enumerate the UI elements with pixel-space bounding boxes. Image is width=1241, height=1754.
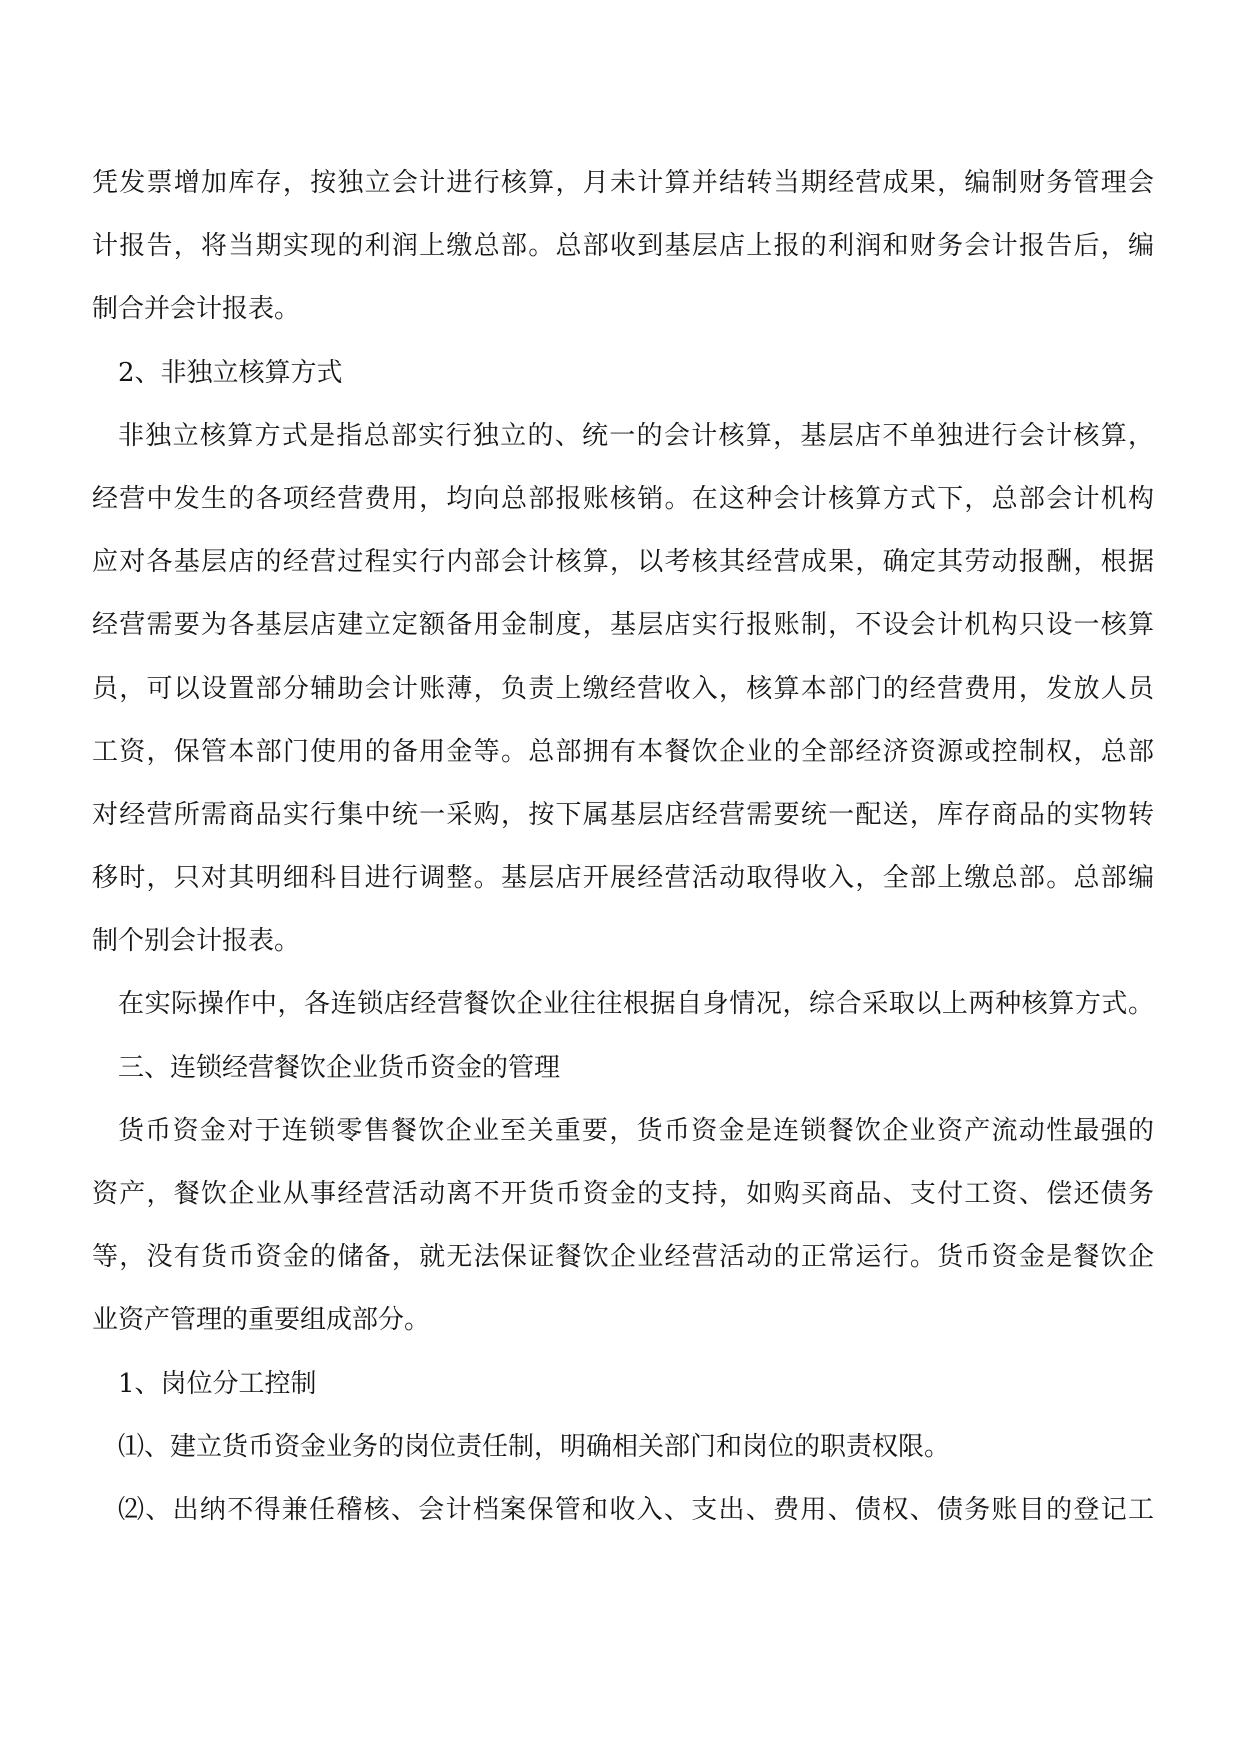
text-line: 1、岗位分工控制 bbox=[118, 1368, 317, 1399]
text-line: 2、非独立核算方式 bbox=[118, 357, 343, 388]
text-line: 非独立核算方式是指总部实行独立的、统一的会计核算，基层店不单独进行会计核算， bbox=[118, 420, 1154, 451]
text-line: 货币资金对于连锁零售餐饮企业至关重要，货币资金是连锁餐饮企业资产流动性最强的 bbox=[118, 1115, 1154, 1146]
text-line: 经营需要为各基层店建立定额备用金制度，基层店实行报账制，不设会计机构只设一核算 bbox=[92, 610, 1154, 641]
text-line: 业资产管理的重要组成部分。 bbox=[92, 1305, 431, 1336]
text-line: 对经营所需商品实行集中统一采购，按下属基层店经营需要统一配送，库存商品的实物转 bbox=[92, 799, 1154, 830]
text-line: 制合并会计报表。 bbox=[92, 294, 301, 325]
text-line: 三、连锁经营餐饮企业货币资金的管理 bbox=[118, 1052, 561, 1083]
text-line: 工资，保管本部门使用的备用金等。总部拥有本餐饮企业的全部经济资源或控制权，总部 bbox=[92, 736, 1154, 767]
text-line: ⑴、建立货币资金业务的岗位责任制，明确相关部门和岗位的职责权限。 bbox=[118, 1431, 951, 1462]
text-line: 计报告，将当期实现的利润上缴总部。总部收到基层店上报的利润和财务会计报告后，编 bbox=[92, 231, 1154, 262]
text-line: ⑵、出纳不得兼任稽核、会计档案保管和收入、支出、费用、债权、债务账目的登记工 bbox=[118, 1494, 1154, 1525]
text-line: 等，没有货币资金的储备，就无法保证餐饮企业经营活动的正常运行。货币资金是餐饮企 bbox=[92, 1242, 1154, 1273]
text-line: 制个别会计报表。 bbox=[92, 926, 301, 957]
text-line: 应对各基层店的经营过程实行内部会计核算，以考核其经营成果，确定其劳动报酬，根据 bbox=[92, 547, 1154, 578]
text-line: 凭发票增加库存，按独立会计进行核算，月未计算并结转当期经营成果，编制财务管理会 bbox=[92, 168, 1154, 198]
text-line: 经营中发生的各项经营费用，均向总部报账核销。在这种会计核算方式下，总部会计机构 bbox=[92, 483, 1154, 514]
text-line: 员，可以设置部分辅助会计账薄，负责上缴经营收入，核算本部门的经营费用，发放人员 bbox=[92, 673, 1154, 704]
text-line: 移时，只对其明细科目进行调整。基层店开展经营活动取得收入，全部上缴总部。总部编 bbox=[92, 863, 1154, 894]
text-line: 在实际操作中，各连锁店经营餐饮企业往往根据自身情况，综合采取以上两种核算方式。 bbox=[118, 989, 1154, 1020]
text-line: 资产，餐饮企业从事经营活动离不开货币资金的支持，如购买商品、支付工资、偿还债务 bbox=[92, 1179, 1154, 1209]
document-body bbox=[92, 152, 1154, 1542]
